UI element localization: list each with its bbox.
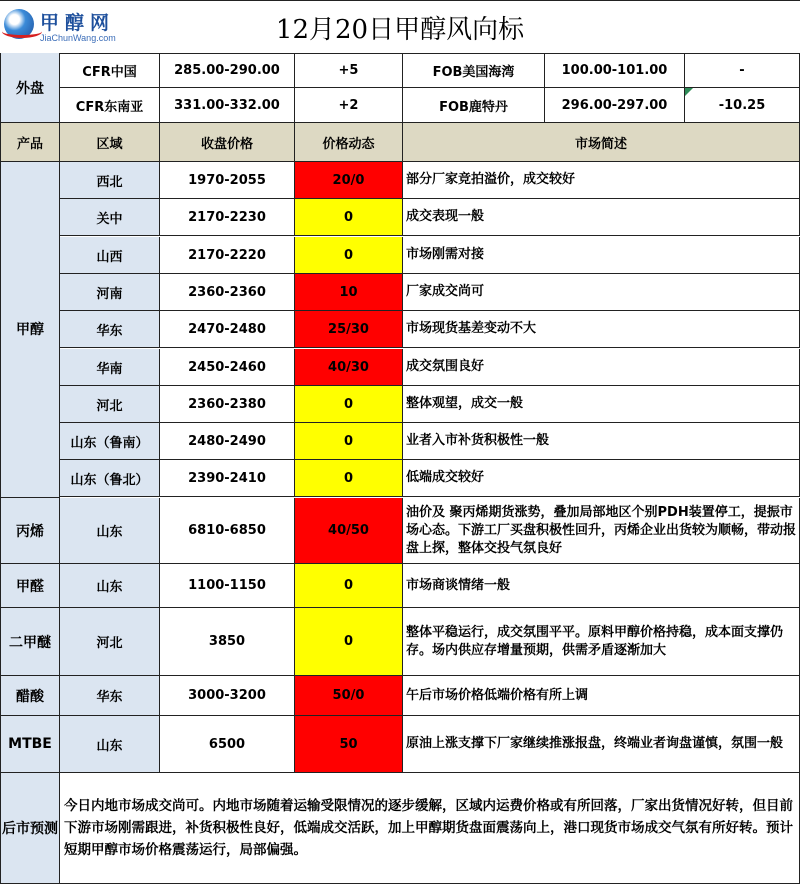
region-cell: 山东（鲁北） xyxy=(60,460,160,497)
swoosh-icon xyxy=(2,25,42,38)
product-name: MTBE xyxy=(0,716,60,773)
forecast-text: 今日内地市场成交尚可。内地市场随着运输受限情况的逐步缓解，区域内运费价格或有所回落，厂家出货情况好转，但目前下游市场刚需跟进，补货积极性良好，低端成交活跃，加上甲醇期货盘面震荡向上，港口现货市场成交气氛有所好转。预计短期甲醇市场价格震荡运行，局部偏强。 xyxy=(60,773,800,884)
price-cell: 3000-3200 xyxy=(160,676,295,716)
product-row xyxy=(0,716,800,773)
product-row xyxy=(0,498,800,564)
move-cell: 50/0 xyxy=(295,676,403,716)
region-cell: 山东（鲁南） xyxy=(60,423,160,460)
market-price: 285.00-290.00 xyxy=(160,53,295,88)
region-cell: 山东 xyxy=(60,498,160,564)
product-name: 丙烯 xyxy=(0,498,60,564)
region-cell: 河北 xyxy=(60,608,160,676)
jiachunwang-logo xyxy=(4,7,124,49)
header-product: 产品 xyxy=(0,123,60,162)
note-cell: 油价及 聚丙烯期货涨势，叠加局部地区个别PDH装置停工，提振市场心态。下游工厂买盘积极性回升，丙烯企业出货较为顺畅，带动报盘上探，整体交投气氛良好 xyxy=(403,498,800,564)
region-cell: 华东 xyxy=(60,311,160,348)
market-price: 331.00-332.00 xyxy=(160,88,295,123)
header-summary: 市场简述 xyxy=(403,123,800,162)
move-cell: 0 xyxy=(295,199,403,236)
region-cell: 西北 xyxy=(60,162,160,199)
market-change: -10.25 xyxy=(685,88,800,123)
methanol-row xyxy=(0,386,800,423)
methanol-row xyxy=(0,199,800,236)
region-cell: 河南 xyxy=(60,274,160,311)
price-cell: 2470-2480 xyxy=(160,311,295,348)
header-price-move: 价格动态 xyxy=(295,123,403,162)
region-cell: 关中 xyxy=(60,199,160,236)
market-name: FOB鹿特丹 xyxy=(403,88,545,123)
move-cell: 20/0 xyxy=(295,162,403,199)
note-cell: 低端成交较好 xyxy=(403,460,800,497)
logo-url: JiaChunWang.com xyxy=(40,33,116,43)
move-cell: 40/50 xyxy=(295,498,403,564)
region-cell: 华南 xyxy=(60,349,160,386)
header-close-price: 收盘价格 xyxy=(160,123,295,162)
price-cell: 2170-2220 xyxy=(160,237,295,274)
move-cell: 0 xyxy=(295,564,403,608)
market-change: +5 xyxy=(295,53,403,88)
price-cell: 2450-2460 xyxy=(160,349,295,386)
price-cell: 3850 xyxy=(160,608,295,676)
note-cell: 厂家成交尚可 xyxy=(403,274,800,311)
price-cell: 6500 xyxy=(160,716,295,773)
move-cell: 0 xyxy=(295,460,403,497)
cell-comment-marker-icon xyxy=(685,88,693,96)
price-cell: 1100-1150 xyxy=(160,564,295,608)
logo-name: 甲醇网 xyxy=(40,12,116,34)
price-cell: 6810-6850 xyxy=(160,498,295,564)
methanol-row xyxy=(0,162,800,199)
move-cell: 0 xyxy=(295,423,403,460)
move-cell: 25/30 xyxy=(295,311,403,348)
note-cell: 午后市场价格低端价格有所上调 xyxy=(403,676,800,716)
market-change: +2 xyxy=(295,88,403,123)
price-cell: 2390-2410 xyxy=(160,460,295,497)
note-cell: 市场刚需对接 xyxy=(403,237,800,274)
market-name: CFR中国 xyxy=(60,53,160,88)
price-cell: 2360-2380 xyxy=(160,386,295,423)
region-cell: 河北 xyxy=(60,386,160,423)
move-cell: 10 xyxy=(295,274,403,311)
move-cell: 0 xyxy=(295,237,403,274)
market-change: - xyxy=(685,53,800,88)
move-cell: 50 xyxy=(295,716,403,773)
region-cell: 山东 xyxy=(60,716,160,773)
region-cell: 山东 xyxy=(60,564,160,608)
note-cell: 市场商谈情绪一般 xyxy=(403,564,800,608)
product-name: 二甲醚 xyxy=(0,608,60,676)
title-row xyxy=(0,0,800,54)
market-price: 296.00-297.00 xyxy=(545,88,685,123)
move-cell: 0 xyxy=(295,608,403,676)
methanol-row xyxy=(0,274,800,311)
price-cell: 2170-2230 xyxy=(160,199,295,236)
product-row xyxy=(0,676,800,716)
region-cell: 华东 xyxy=(60,676,160,716)
move-cell: 0 xyxy=(295,386,403,423)
product-methanol: 甲醇 xyxy=(0,162,60,498)
methanol-row xyxy=(0,311,800,348)
note-cell: 成交表现一般 xyxy=(403,199,800,236)
note-cell: 市场现货基差变动不大 xyxy=(403,311,800,348)
product-name: 醋酸 xyxy=(0,676,60,716)
market-price: 100.00-101.00 xyxy=(545,53,685,88)
external-label: 外盘 xyxy=(0,53,60,123)
page-title: 12月20日甲醇风向标 xyxy=(0,1,800,54)
forecast-row xyxy=(0,773,800,884)
note-cell: 成交氛围良好 xyxy=(403,349,800,386)
note-cell: 原油上涨支撑下厂家继续推涨报盘，终端业者询盘谨慎，氛围一般 xyxy=(403,716,800,773)
move-cell: 40/30 xyxy=(295,349,403,386)
methanol-row xyxy=(0,460,800,497)
price-cell: 2360-2360 xyxy=(160,274,295,311)
price-cell: 2480-2490 xyxy=(160,423,295,460)
methanol-row xyxy=(0,237,800,274)
methanol-row xyxy=(0,349,800,386)
market-name: CFR东南亚 xyxy=(60,88,160,123)
region-cell: 山西 xyxy=(60,237,160,274)
header-row xyxy=(0,123,800,162)
note-cell: 整体观望，成交一般 xyxy=(403,386,800,423)
note-cell: 整体平稳运行，成交氛围平平。原料甲醇价格持稳，成本面支撑仍存。场内供应存增量预期，供需矛盾逐渐加大 xyxy=(403,608,800,676)
market-name: FOB美国海湾 xyxy=(403,53,545,88)
note-cell: 业者入市补货积极性一般 xyxy=(403,423,800,460)
price-cell: 1970-2055 xyxy=(160,162,295,199)
external-row xyxy=(0,53,800,88)
external-row xyxy=(0,88,800,123)
forecast-label: 后市预测 xyxy=(0,773,60,884)
product-name: 甲醛 xyxy=(0,564,60,608)
header-region: 区域 xyxy=(60,123,160,162)
product-row xyxy=(0,564,800,608)
methanol-row xyxy=(0,423,800,460)
note-cell: 部分厂家竞拍溢价，成交较好 xyxy=(403,162,800,199)
product-row xyxy=(0,608,800,676)
